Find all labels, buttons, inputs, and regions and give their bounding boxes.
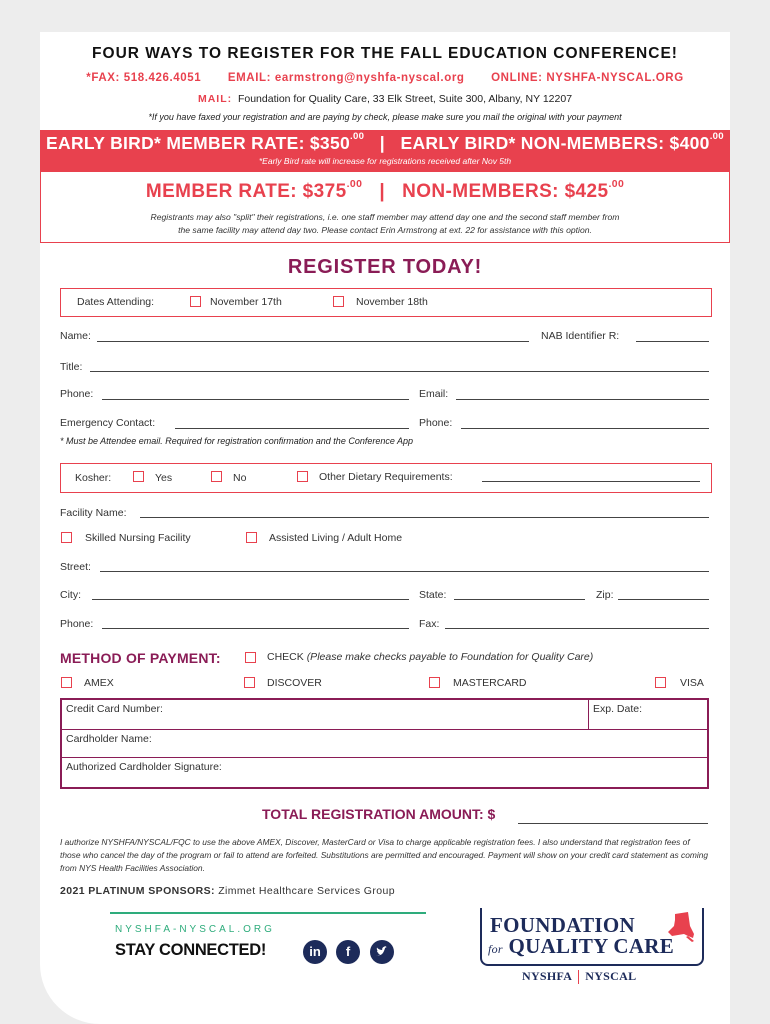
- state-field[interactable]: [454, 599, 585, 600]
- logo-for: for: [488, 942, 503, 956]
- other-dietary-label: Other Dietary Requirements:: [319, 471, 453, 483]
- check-checkbox[interactable]: [245, 652, 256, 663]
- fax-note: *If you have faxed your registration and are paying by check, please make sure you mail the original with your payment: [148, 112, 622, 122]
- title-label: Title:: [60, 361, 83, 373]
- nab-field[interactable]: [636, 341, 709, 342]
- phone-field[interactable]: [102, 399, 409, 400]
- cc-number-field[interactable]: Credit Card Number:: [66, 703, 163, 715]
- facility-name-label: Facility Name:: [60, 507, 127, 519]
- street-field[interactable]: [100, 571, 709, 572]
- member-rate: MEMBER RATE: $375: [145, 181, 347, 202]
- nonmember-rate: NON-MEMBERS: $425: [402, 181, 609, 202]
- register-today-heading: REGISTER TODAY!: [287, 256, 483, 278]
- email-contact[interactable]: EMAIL: earmstrong@nyshfa-nyscal.org: [227, 72, 465, 84]
- early-nonmember-cents: .00: [709, 131, 724, 142]
- split-registration-note: [40, 211, 730, 237]
- emergency-phone-label: Phone:: [419, 417, 453, 429]
- nab-label: NAB Identifier R:: [541, 330, 620, 342]
- kosher-no-checkbox[interactable]: [211, 471, 222, 482]
- payment-method-heading: METHOD OF PAYMENT:: [60, 650, 221, 666]
- kosher-label: Kosher:: [75, 472, 112, 484]
- snf-checkbox[interactable]: [61, 532, 72, 543]
- logo-foundation: FOUNDATION: [490, 913, 635, 937]
- logo-nyshfa: NYSHFA: [522, 969, 573, 983]
- mail-address: Foundation for Quality Care, 33 Elk Street, Suite 300, Albany, NY 12207: [237, 93, 573, 105]
- kosher-yes-label: Yes: [155, 472, 173, 484]
- kosher-no-label: No: [233, 472, 247, 484]
- linkedin-icon[interactable]: in: [303, 940, 327, 964]
- email-field[interactable]: [456, 399, 709, 400]
- discover-checkbox[interactable]: [244, 677, 255, 688]
- logo-associations: [522, 969, 636, 984]
- discover-label: DISCOVER: [267, 677, 322, 689]
- facility-name-field[interactable]: [140, 517, 709, 518]
- total-amount-field[interactable]: [518, 823, 708, 824]
- mastercard-checkbox[interactable]: [429, 677, 440, 688]
- nov18-label: November 18th: [356, 296, 428, 308]
- facebook-icon[interactable]: f: [336, 940, 360, 964]
- footer-divider: [110, 912, 426, 914]
- stay-connected: STAY CONNECTED!: [115, 941, 267, 959]
- nov17-checkbox[interactable]: [190, 296, 201, 307]
- facility-phone-field[interactable]: [102, 628, 409, 629]
- early-nonmember-rate: EARLY BIRD* NON-MEMBERS: $400: [400, 133, 710, 153]
- mail-label: MAIL:: [197, 93, 233, 105]
- kosher-yes-checkbox[interactable]: [133, 471, 144, 482]
- state-label: State:: [419, 589, 447, 601]
- nov18-checkbox[interactable]: [333, 296, 344, 307]
- early-bird-note: *Early Bird rate will increase for registrations received after Nov 5th: [258, 156, 512, 166]
- mail-line: [40, 93, 730, 105]
- emergency-contact-label: Emergency Contact:: [60, 417, 156, 429]
- sponsors-label: 2021 PLATINUM SPONSORS:: [60, 885, 215, 897]
- snf-label: Skilled Nursing Facility: [85, 532, 191, 544]
- rate-separator: |: [379, 181, 386, 202]
- twitter-icon[interactable]: [370, 940, 394, 964]
- logo-quality-care: [488, 934, 674, 959]
- amex-checkbox[interactable]: [61, 677, 72, 688]
- emergency-phone-field[interactable]: [461, 428, 709, 429]
- facility-fax-label: Fax:: [419, 618, 440, 630]
- amex-label: AMEX: [84, 677, 114, 689]
- dates-attending-label: Dates Attending:: [77, 296, 155, 308]
- check-text: CHECK: [267, 651, 304, 663]
- registration-form-page: [40, 32, 730, 1024]
- split-note-line-1: Registrants may also "split" their registrations, i.e. one staff member may attend day one and the second staff member from: [150, 212, 620, 222]
- regular-rates: [40, 181, 730, 203]
- phone-label: Phone:: [60, 388, 94, 400]
- alf-label: Assisted Living / Adult Home: [269, 532, 403, 544]
- online-link[interactable]: ONLINE: NYSHFA-NYSCAL.ORG: [491, 72, 684, 84]
- visa-label: VISA: [680, 677, 704, 689]
- early-member-cents: .00: [350, 131, 365, 142]
- zip-field[interactable]: [618, 599, 709, 600]
- form-title: FOUR WAYS TO REGISTER FOR THE FALL EDUCATION CONFERENCE!: [92, 45, 678, 62]
- name-label: Name:: [60, 330, 91, 342]
- check-payable-note: (Please make checks payable to Foundation for Quality Care): [306, 651, 594, 663]
- alf-checkbox[interactable]: [246, 532, 257, 543]
- nov17-label: November 17th: [210, 296, 282, 308]
- member-cents: .00: [346, 179, 363, 190]
- email-requirement-note: * Must be Attendee email. Required for registration confirmation and the Conference App: [60, 436, 414, 446]
- split-note-line-2: the same facility may attend day two. Please contact Erin Armstrong at ext. 22 for assistance with this option.: [178, 225, 592, 235]
- mastercard-label: MASTERCARD: [453, 677, 527, 689]
- total-amount-label: TOTAL REGISTRATION AMOUNT: $: [262, 806, 496, 822]
- exp-date-field[interactable]: Exp. Date:: [593, 703, 643, 715]
- check-label: [267, 651, 593, 663]
- facility-phone-label: Phone:: [60, 618, 94, 630]
- sponsors-line: [60, 885, 395, 897]
- early-bird-rates: [40, 133, 730, 154]
- zip-label: Zip:: [596, 589, 614, 601]
- other-dietary-field[interactable]: [482, 481, 700, 482]
- name-field[interactable]: [97, 341, 529, 342]
- city-label: City:: [60, 589, 81, 601]
- facility-fax-field[interactable]: [445, 628, 709, 629]
- other-dietary-checkbox[interactable]: [297, 471, 308, 482]
- cardholder-name-field[interactable]: Cardholder Name:: [66, 733, 152, 745]
- new-york-state-icon: [666, 912, 696, 946]
- website-link[interactable]: NYSHFA-NYSCAL.ORG: [115, 924, 275, 935]
- title-field[interactable]: [90, 371, 709, 372]
- nonmember-cents: .00: [608, 179, 625, 190]
- sponsor-name: Zimmet Healthcare Services Group: [218, 885, 395, 897]
- signature-field[interactable]: Authorized Cardholder Signature:: [66, 761, 222, 773]
- emergency-contact-field[interactable]: [175, 428, 409, 429]
- city-field[interactable]: [92, 599, 409, 600]
- early-member-rate: EARLY BIRD* MEMBER RATE: $350: [46, 133, 351, 153]
- contact-line: [40, 72, 730, 84]
- logo-quality-care-text: QUALITY CARE: [508, 934, 675, 958]
- credit-card-box: [60, 698, 709, 789]
- visa-checkbox[interactable]: [655, 677, 666, 688]
- rate-separator: |: [379, 133, 385, 153]
- logo-nyscal: NYSCAL: [585, 969, 637, 983]
- email-label: Email:: [419, 388, 449, 400]
- early-bird-banner: [40, 130, 730, 172]
- fax-number: *FAX: 518.426.4051: [86, 72, 202, 84]
- street-label: Street:: [60, 561, 91, 573]
- authorization-text: I authorize NYSHFA/NYSCAL/FQC to use the above AMEX, Discover, MasterCard or Visa to charge applicable registration fees. I also understand that registration fees of those who cancel the day of the program or fail to attend are forfeited. Substitutions are permitted and encouraged. Payment will show on your credit card statement as coming from NYS Health Facilities Association.: [60, 837, 709, 873]
